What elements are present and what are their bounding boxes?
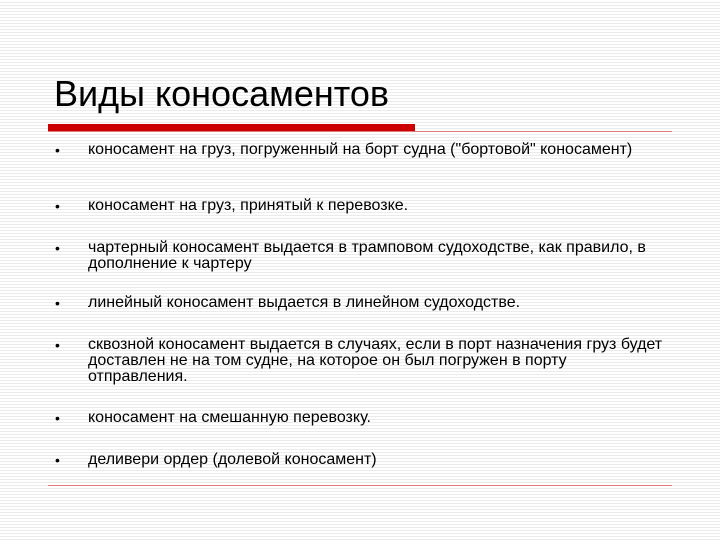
bullet-icon: • xyxy=(55,452,60,468)
title-underline xyxy=(48,124,672,132)
footer-rule-line xyxy=(48,485,672,486)
bullet-icon: • xyxy=(55,337,60,353)
list-item-text: линейный коносамент выдается в линейном судоходстве. xyxy=(88,294,521,311)
bullet-icon: • xyxy=(55,198,60,214)
bullet-icon: • xyxy=(55,142,60,158)
list-item-text: чартерный коносамент выдается в трамповом судоходстве, как правило, в дополнение к чартеру xyxy=(88,239,646,272)
list-item-text: коносамент на груз, погруженный на борт судна ("бортовой" коносамент) xyxy=(88,141,633,158)
slide-title: Виды коносаментов xyxy=(54,73,389,114)
bullet-icon: • xyxy=(55,240,60,256)
bullet-icon: • xyxy=(55,295,60,311)
list-item-text: сквозной коносамент выдается в случаях, если в порт назначения груз будет доставлен не на том судне, на которое он был погружен в порту отправления. xyxy=(88,336,663,385)
title-rule-line xyxy=(48,131,672,132)
list-item-text: деливери ордер (долевой коносамент) xyxy=(88,451,377,468)
bullet-icon: • xyxy=(55,410,60,426)
list-item-text: коносамент на груз, принятый к перевозке. xyxy=(88,197,409,214)
list-item-text: коносамент на смешанную перевозку. xyxy=(88,409,371,426)
